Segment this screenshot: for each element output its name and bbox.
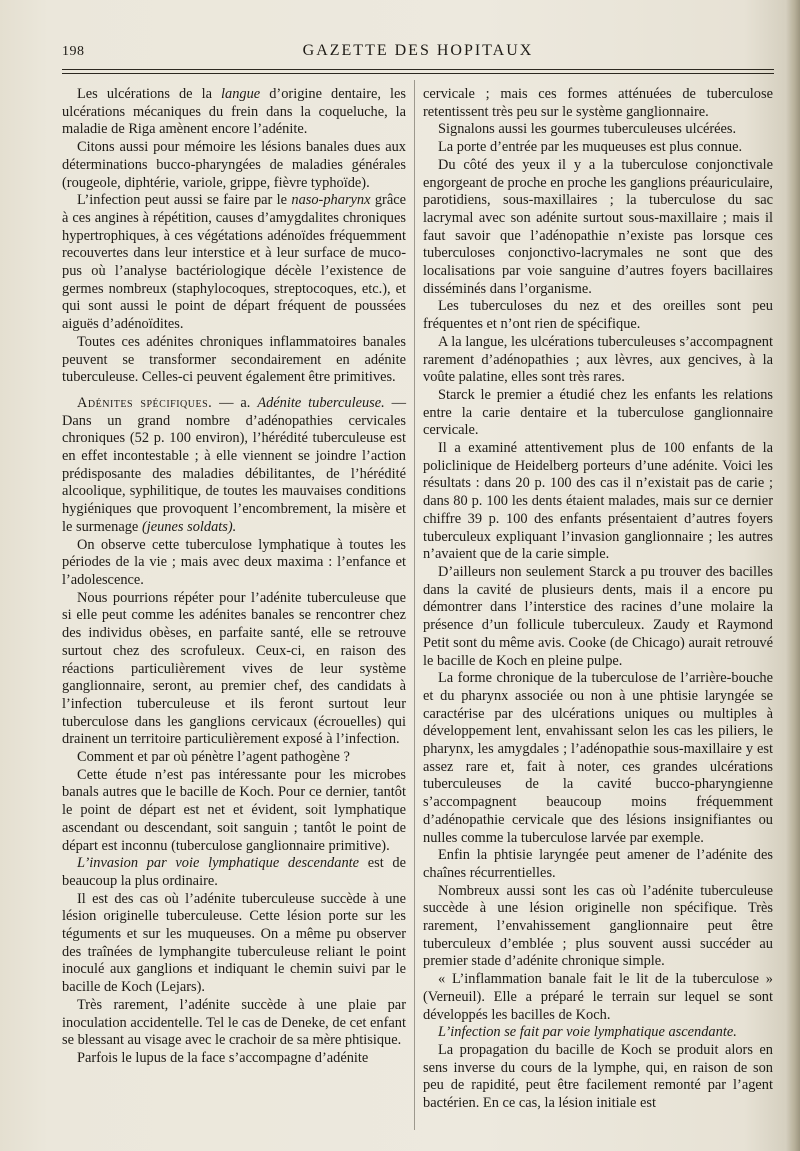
- left-column: [62, 86, 406, 1068]
- paragraph: [423, 1024, 773, 1042]
- paragraph: Comment et par où pénètre l’agent pathogène ?: [77, 749, 350, 766]
- paragraph: A la langue, les ulcérations tuberculeuses s’accompagnent rarement d’adénopathies ; aux lèvres, aux gencives, à la voûte palatine, elles sont très rares.: [423, 333, 773, 386]
- paragraph: Signalons aussi les gourmes tuberculeuses ulcérées.: [438, 121, 737, 138]
- text-run: grâce à ces angines à répétition, causes d’amygdalites chroniques hypertrophiques, à ces végétations adénoïdes fréquemment recouvertes dans leur interstice et à leur surface de muco-pus où l’analyse bactériologique décèle l’existence de germes nombreux (staphylocoques, streptocoques, etc.), et qui sont aussi le point de départ fréquent de poussées aiguës d’adénoïdites.: [62, 192, 406, 333]
- section-title: Adénite tuberculeuse.: [257, 394, 385, 411]
- section-sub: — a.: [219, 394, 251, 411]
- paragraph: [62, 192, 406, 334]
- paragraph: Cette étude n’est pas intéressante pour les microbes banals autres que le bacille de Koch. Pour ce dernier, tantôt le point de départ est net et évident, soit lymphatique ascendant ou descendant, soit sanguin ; tantôt le point de départ est inconnu (tuberculose ganglionnaire primitive).: [62, 766, 406, 854]
- header-rule-top: [62, 69, 774, 70]
- italic-term: L’infection se fait par voie lymphatique ascendante.: [438, 1024, 737, 1041]
- paragraph: Les tuberculoses du nez et des oreilles sont peu fréquentes et n’ont rien de spécifique.: [423, 298, 773, 333]
- paragraph: Il est des cas où l’adénite tuberculeuse succède à une lésion originelle tuberculeuse. Cette lésion porte sur les téguments et sur les muqueuses. On a même pu observer des traînées de lymphangite tuberculeuse reliant le point inoculé aux ganglions et indiquant le chemin suivi par le bacille de Koch (Lejars).: [62, 890, 406, 996]
- section-heading: Adénites spécifiques.: [77, 394, 213, 411]
- header-rule-bottom: [62, 73, 774, 74]
- italic-term: (jeunes soldats).: [141, 518, 237, 535]
- paragraph: Toutes ces adénites chroniques inflammatoires banales peuvent se transformer secondairement en adénite tuberculeuse. Celles-ci peuvent également être primitives.: [62, 333, 406, 386]
- paragraph: La porte d’entrée par les muqueuses est plus connue.: [438, 139, 743, 156]
- paragraph: Nombreux aussi sont les cas où l’adénite tuberculeuse succède à une lésion originelle non spécifique. Très rarement, l’envahissement ganglionnaire peut être tuberculeux d’emblée ; plus souvent aussi succéder au premier stade d’adénite chronique simple.: [423, 882, 773, 970]
- paragraph: D’ailleurs non seulement Starck a pu trouver des bacilles dans la cavité de plusieurs dents, mais il a encore pu démontrer dans l’interstice des racines d’une molaire la présence d’un follicule tuberculeux. Zaudy et Raymond Petit sont du même avis. Cooke (de Chicago) aurait retrouvé le bacille de Koch en pleine pulpe.: [423, 563, 773, 669]
- text-run: L’infection peut aussi se faire par le: [77, 192, 292, 209]
- running-title: GAZETTE DES HOPITAUX: [302, 42, 534, 59]
- text-run: d’origine dentaire, les ulcérations mécaniques du frein dans la coqueluche, la maladie de Riga amènent encore l’adénite.: [62, 86, 406, 138]
- paragraph: Enfin la phtisie laryngée peut amener de l’adénite des chaînes récurrentielles.: [423, 847, 773, 881]
- paragraph: Starck le premier a étudié chez les enfants les relations entre la carie dentaire et la tuberculose ganglionnaire cervicale.: [423, 386, 773, 439]
- paragraph: Parfois le lupus de la face s’accompagne d’adénite: [77, 1049, 369, 1066]
- page-number: 198: [62, 44, 85, 59]
- paragraph: [62, 855, 406, 890]
- paragraph: On observe cette tuberculose lymphatique à toutes les périodes de la vie ; mais avec deux maxima : l’enfance et l’adolescence.: [62, 536, 406, 588]
- page-header: [62, 36, 774, 66]
- paragraph: cervicale ; mais ces formes atténuées de tuberculose retentissent très peu sur le système ganglionnaire.: [423, 86, 773, 120]
- text-run: — Dans un grand nombre d’adénopathies cervicales chroniques (52 p. 100 environ), l’hérédité tuberculeuse est en effet incontestable ; à elle viennent se joindre l’action prédisposante des maladies débilitantes, de l’hérédité alcoolique, syphilitique, de toutes les mauvaises conditions hygiéniques que provoquent l’encombrement, la misère et le surmenage: [62, 394, 407, 535]
- paragraph: Nous pourrions répéter pour l’adénite tuberculeuse que si elle peut comme les adénites banales se rencontrer chez des individus obèses, en parfaite santé, elle se retrouve surtout chez des scrofuleux. Ceux-ci, en raison des réactions particulièrement vives de leur système ganglionnaire, seront, au premier chef, des candidats à l’infection tuberculeuse et ils feront surtout leur tuberculose dans les ganglions cervicaux (écrouelles) qui drainent un territoire particulièrement exposé à l’infection.: [62, 589, 406, 748]
- page-edge-shadow: [786, 0, 800, 1151]
- paragraph: Du côté des yeux il y a la tuberculose conjonctivale engorgeant de proche en proche les ganglions préauriculaire, parotidiens, sous-maxillaires ; la tuberculose du sac lacrymal avec son adénite surtout sous-maxillaire ; mais il faut savoir que l’adénopathie n’existe pas lorsque ces tuberculoses conjonctivo-lacrymales ne sont que des localisations par voie sanguine d’autres foyers bacillaires disséminés dans l’organisme.: [423, 156, 773, 297]
- italic-term: naso-pharynx: [291, 192, 371, 209]
- paragraph: Très rarement, l’adénite succède à une plaie par inoculation accidentelle. Tel le cas de Deneke, de cet enfant se blessant au visage avec le crachoir de sa mère phtisique.: [62, 996, 406, 1049]
- text-run: Les ulcérations de la: [77, 86, 222, 102]
- right-column: [423, 86, 773, 1113]
- paragraph: « L’inflammation banale fait le lit de la tuberculose » (Verneuil). Elle a préparé le terrain sur lequel se sont développés les bacilles de Koch.: [423, 971, 773, 1023]
- paragraph: Citons aussi pour mémoire les lésions banales dues aux déterminations bucco-pharyngées de maladies générales (rougeole, diphtérie, variole, grippe, fièvre typhoïde).: [62, 139, 406, 191]
- italic-term: L’invasion par voie lymphatique descendante: [77, 855, 360, 872]
- italic-term: langue: [221, 86, 261, 102]
- section-heading-paragraph: [62, 395, 406, 537]
- paragraph: Il a examiné attentivement plus de 100 enfants de la policlinique de Heidelberg porteurs d’une adénite. Voici les résultats : dans 20 p. 100 des cas il n’existait pas de carie ; dans 80 p. 100 les dents étaient malades, mais sur ce dernier chiffre 39 p. 100 des enfants présentaient d’autres foyers tuberculeux expliquant l’invasion ganglionnaire ; les autres n’avaient que de la carie simple.: [423, 440, 773, 563]
- paragraph: La propagation du bacille de Koch se produit alors en sens inverse du cours de la lymphe, qui, en raison de son peu de rapidité, peut être facilement remonté par l’agent bactérien. En ce cas, la lésion initiale est: [423, 1041, 773, 1112]
- text-run: est de beaucoup la plus ordinaire.: [62, 855, 406, 889]
- paragraph: [62, 86, 406, 139]
- column-divider: [414, 80, 415, 1130]
- paragraph: La forme chronique de la tuberculose de l’arrière-bouche et du pharynx associée ou non à une phtisie laryngée se caractérise par des ulcérations uniques ou multiples à développement lent, envahissant selon les cas les piliers, le pharynx, les amygdales ; l’adénopathie sous-maxillaire y est assez rare et, fait à noter, ces grandes ulcérations tuberculeuses de la cavité bucco-pharyngienne s’accompagnent beaucoup moins fréquemment d’adénopathie cervicale que des lésions insignifiantes ou nulles comme la tuberculose larvée par exemple.: [423, 670, 773, 846]
